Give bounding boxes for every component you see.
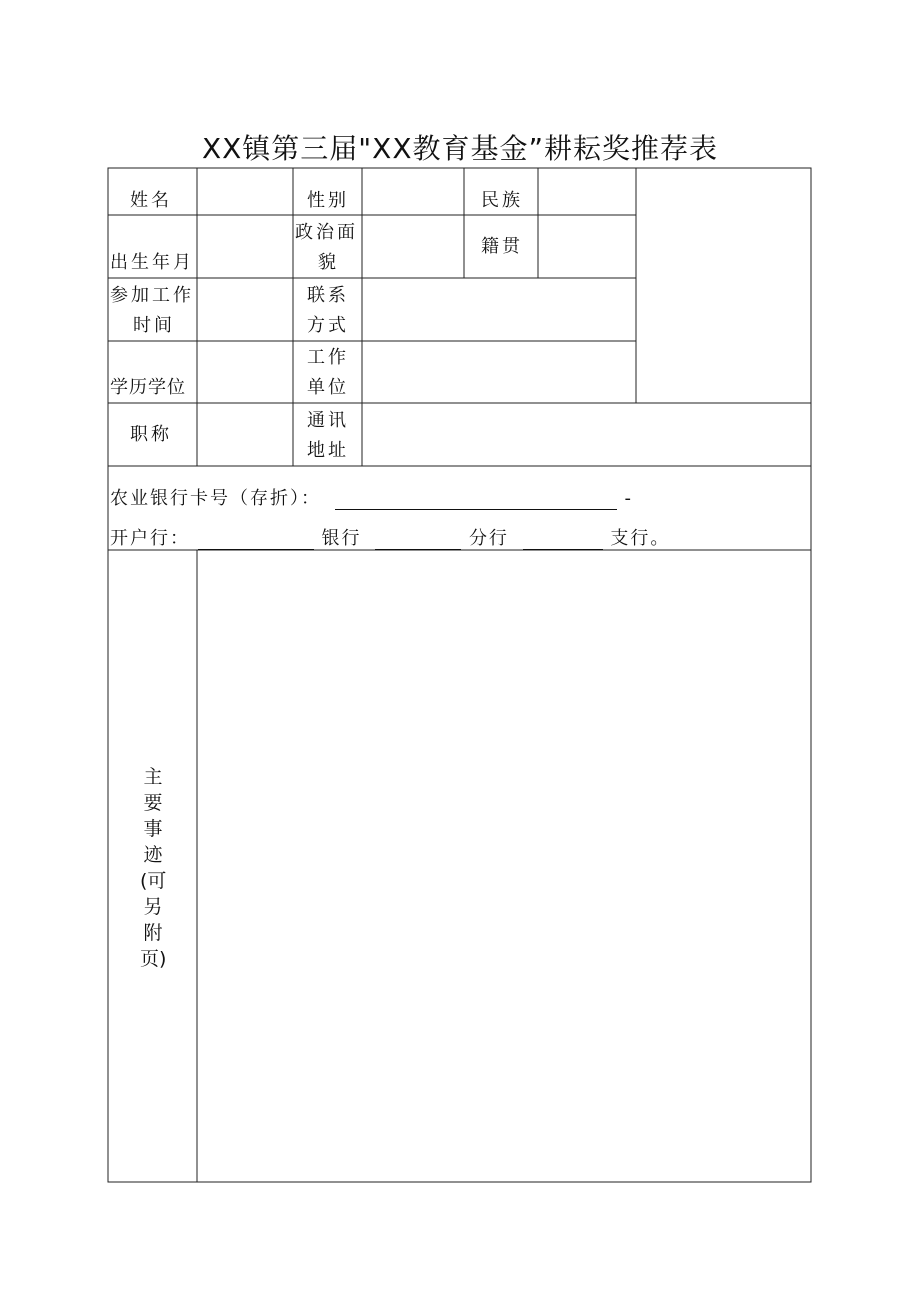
label-address-line1: 通讯 — [307, 410, 349, 431]
branch-word: 分行 — [468, 528, 509, 549]
label-work-start-line1: 参加工作 — [110, 285, 194, 306]
label-name: 姓名 — [130, 190, 172, 211]
label-ethnicity: 民族 — [481, 190, 523, 211]
bank-open-label: 开户行： — [110, 528, 190, 549]
label-title-rank: 职称 — [130, 424, 172, 445]
label-main-deeds: 主要事迹(可另附页) — [140, 766, 167, 970]
bank-card-line — [110, 484, 633, 510]
label-education: 学历学位 — [110, 377, 186, 398]
label-birth: 出生年月 — [110, 252, 194, 273]
label-work-start-line2: 时间 — [133, 315, 175, 336]
label-address-line2: 地址 — [307, 440, 349, 461]
label-work-unit-line2: 单位 — [307, 377, 349, 398]
bank-card-label: 农业银行卡号（存折）： — [110, 488, 321, 509]
label-native-place: 籍贯 — [481, 236, 523, 257]
label-contact-line1: 联系 — [307, 285, 349, 306]
bank-card-blank — [335, 489, 617, 510]
label-political-line1: 政治面 — [295, 222, 358, 243]
bank-word: 银行 — [321, 528, 362, 549]
subbranch-blank — [523, 529, 603, 550]
bank-name-blank — [198, 529, 314, 550]
bank-card-suffix: - — [624, 488, 633, 509]
bank-open-line — [110, 524, 670, 550]
subbranch-word: 支行。 — [610, 528, 671, 549]
label-contact-line2: 方式 — [307, 315, 349, 336]
branch-blank — [375, 529, 461, 550]
label-work-unit-line1: 工作 — [307, 347, 349, 368]
label-political-line2: 貌 — [318, 252, 339, 273]
page-title: XX镇第三届"XX教育基金”耕耘奖推荐表 — [201, 132, 719, 165]
label-gender: 性别 — [307, 190, 349, 211]
